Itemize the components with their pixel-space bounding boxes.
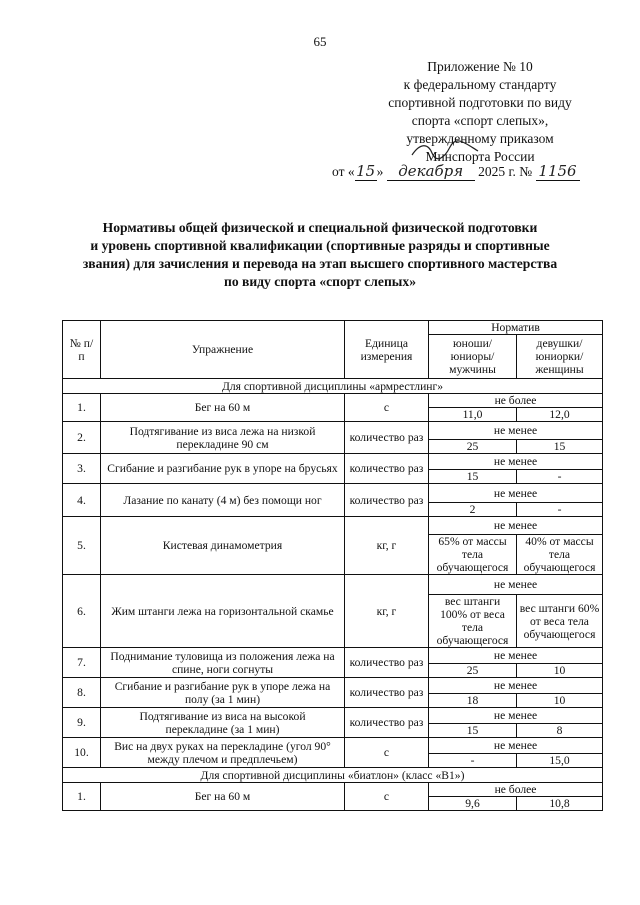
row-condition: не менее [429,422,603,440]
header-exercise: Упражнение [101,321,345,379]
date-day: 15 [356,162,376,180]
table-row [63,708,603,724]
table-row [63,484,603,503]
norms-table [62,320,603,811]
row-unit: с [345,394,429,422]
table-row [63,394,603,408]
row-unit: количество раз [345,648,429,678]
table-row [63,575,603,595]
row-number: 10. [63,738,101,768]
row-unit: кг, г [345,517,429,575]
row-number: 1. [63,394,101,422]
document-title [40,219,600,291]
row-value-male: 15 [429,470,517,484]
row-unit: с [345,783,429,811]
row-value-male: 18 [429,694,517,708]
header-female: девушки/ юниорки/ женщины [517,335,603,379]
row-exercise: Бег на 60 м [101,783,345,811]
row-condition: не менее [429,454,603,470]
row-condition: не менее [429,648,603,664]
header-norm: Норматив [429,321,603,335]
page-number: 65 [313,34,327,49]
row-exercise: Кистевая динамометрия [101,517,345,575]
row-exercise: Вис на двух руках на перекладине (угол 90° между плечом и предплечьем) [101,738,345,768]
row-exercise: Подтягивание из виса на высокой перекладине (за 1 мин) [101,708,345,738]
table-row [63,454,603,470]
row-value-male: - [429,754,517,768]
row-exercise: Подтягивание из виса лежа на низкой перекладине 90 см [101,422,345,454]
row-condition: не менее [429,678,603,694]
row-exercise: Жим штанги лежа на горизонтальной скамье [101,575,345,648]
row-unit: количество раз [345,708,429,738]
row-value-male: вес штанги 100% от веса тела обучающегося [429,595,517,648]
row-value-female: 10 [517,694,603,708]
row-condition: не более [429,783,603,797]
appendix-line: Минспорта России [425,149,535,164]
signature-scribble [410,139,480,161]
section-title: Для спортивной дисциплины «биатлон» (класс «В1») [63,768,603,783]
row-number: 4. [63,484,101,517]
row-value-female: 15,0 [517,754,603,768]
title-line: звания) для зачисления и перевода на этап высшего спортивного мастерства [82,256,558,271]
row-value-female: 15 [517,440,603,454]
row-condition: не менее [429,575,603,595]
row-value-female: вес штанги 60% от веса тела обучающегося [517,595,603,648]
appendix-line: к федеральному стандарту [403,77,557,92]
row-value-female: 10,8 [517,797,603,811]
table-row [63,738,603,754]
date-month: декабря [387,162,475,181]
row-value-male: 25 [429,440,517,454]
row-condition: не менее [429,738,603,754]
title-line: и уровень спортивной квалификации (спортивные разряды и спортивные [90,238,550,253]
row-unit: количество раз [345,454,429,484]
row-value-female: 12,0 [517,408,603,422]
header-male: юноши/ юниоры/ мужчины [429,335,517,379]
table-row [63,783,603,797]
row-value-male: 25 [429,664,517,678]
row-value-female: 10 [517,664,603,678]
date-mid: » [376,164,384,179]
title-line: Нормативы общей физической и специальной физической подготовки [102,220,538,235]
title-line: по виду спорта «спорт слепых» [223,274,416,289]
date-year: 2025 г. № [478,164,533,179]
row-exercise: Поднимание туловища из положения лежа на спине, ноги согнуты [101,648,345,678]
row-value-male: 9,6 [429,797,517,811]
row-value-male: 15 [429,724,517,738]
order-date-line [332,162,632,181]
row-condition: не менее [429,708,603,724]
row-condition: не менее [429,517,603,535]
row-number: 7. [63,648,101,678]
row-value-female: 8 [517,724,603,738]
date-prefix: от « [332,164,355,179]
header-unit: Единица измерения [345,321,429,379]
row-unit: количество раз [345,422,429,454]
row-value-male: 2 [429,503,517,517]
row-exercise: Сгибание и разгибание рук в упоре лежа на полу (за 1 мин) [101,678,345,708]
row-unit: с [345,738,429,768]
appendix-line: спорта «спорт слепых», [411,113,549,128]
appendix-line: утвержденному приказом [406,131,554,146]
row-value-male: 11,0 [429,408,517,422]
row-value-female: - [517,503,603,517]
row-condition: не менее [429,484,603,503]
row-exercise: Бег на 60 м [101,394,345,422]
row-exercise: Сгибание и разгибание рук в упоре на брусьях [101,454,345,484]
row-condition: не более [429,394,603,408]
order-number: 1156 [536,162,580,181]
section-title: Для спортивной дисциплины «армрестлинг» [63,379,603,394]
appendix-block [330,58,630,166]
appendix-line: Приложение № 10 [427,59,533,74]
table-row [63,517,603,535]
row-value-male: 65% от массы тела обучающегося [429,535,517,575]
row-value-female: 40% от массы тела обучающегося [517,535,603,575]
row-exercise: Лазание по канату (4 м) без помощи ног [101,484,345,517]
row-unit: количество раз [345,484,429,517]
row-value-female: - [517,470,603,484]
row-number: 6. [63,575,101,648]
table-row [63,422,603,440]
row-unit: количество раз [345,678,429,708]
row-number: 5. [63,517,101,575]
row-number: 2. [63,422,101,454]
row-number: 3. [63,454,101,484]
table-row [63,678,603,694]
row-unit: кг, г [345,575,429,648]
row-number: 1. [63,783,101,811]
appendix-line: спортивной подготовки по виду [388,95,572,110]
header-num: № п/п [63,321,101,379]
table-row [63,648,603,664]
row-number: 8. [63,678,101,708]
row-number: 9. [63,708,101,738]
